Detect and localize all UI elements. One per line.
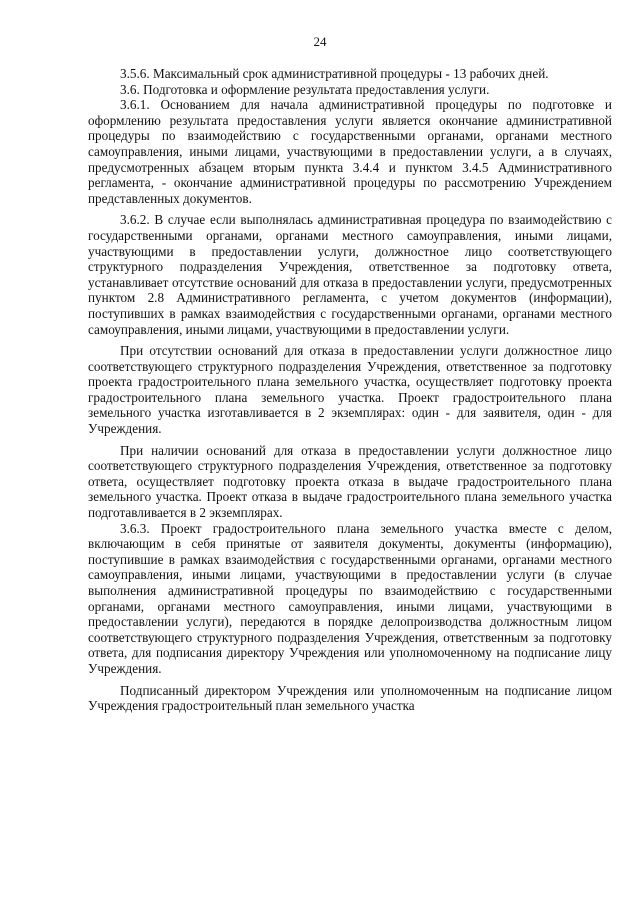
paragraph-grounds-for-refusal: При наличии оснований для отказа в предоставлении услуги должностное лицо соответствующего структурного подразделения Учреждения, ответственное за подготовку ответа, осуществляет подготовку проекта отказа в выдаче градостроительного плана земельного участка. Проект отказа в выдаче градостроительного плана земельного участка подготавливается в 2 экземплярах. — [88, 442, 612, 521]
paragraph-no-grounds: При отсутствии оснований для отказа в предоставлении услуги должностное лицо соответствующего структурного подразделения Учреждения, ответственное за подготовку проекта градостроительного плана земельного участка, осуществляет подготовку проекта градостроительного плана земельного участка. Проект градостроительного плана земельного участка изготавливается в 2 экземплярах: один - для заявителя, один - для Учреждения. — [88, 343, 612, 437]
paragraph-3-6-1: 3.6.1. Основанием для начала административной процедуры по подготовке и оформлению результата предоставления услуги является окончание административной процедуры по взаимодействию с государственными органами, органами местного самоуправления, иными лицами, участвующими в предоставлении услуги, а в случаях, предусмотренных абзацем вторым пункта 3.4.4 и пунктом 3.4.5 Административного регламента, - окончание административной процедуры по рассмотрению Учреждением представленных документов. — [88, 97, 612, 206]
paragraph-3-6-3: 3.6.3. Проект градостроительного плана земельного участка вместе с делом, включающим в себя принятые от заявителя документы, документы (информацию), поступившие в рамках взаимодействия с государственными органами, органами местного самоуправления, иными лицами, участвующими в предоставлении услуги (в случае выполнения административной процедуры по взаимодействию с государственными органами, органами местного самоуправления, иными лицами, участвующими в предоставлении услуги), передаются в порядке делопроизводства должностным лицом соответствующего структурного подразделения Учреждения, ответственным за подготовку ответа, для подписания директору Учреждения или уполномоченному на подписание лицу Учреждения. — [88, 520, 612, 676]
document-body — [88, 66, 612, 714]
paragraph-3-6-heading: 3.6. Подготовка и оформление результата предоставления услуги. — [120, 81, 490, 97]
paragraph-signed-plan: Подписанный директором Учреждения или уполномоченным на подписание лицом Учреждения градостроительный план земельного участка — [88, 682, 612, 714]
page-number: 24 — [313, 34, 327, 49]
paragraph-3-5-6: 3.5.6. Максимальный срок административной процедуры - 13 рабочих дней. — [120, 66, 549, 81]
paragraph-3-6-2: 3.6.2. В случае если выполнялась административная процедура по взаимодействию с государственными органами, органами местного самоуправления, иными лицами, участвующими в предоставлении услуги, должностное лицо соответствующего структурного подразделения Учреждения, ответственное за подготовку ответа, устанавливает отсутствие оснований для отказа в предоставлении услуги, предусмотренных пунктом 2.8 Административного регламента, с учетом документов (информации), поступивших в рамках взаимодействия с государственными органами, органами местного самоуправления, иными лицами, участвующими в предоставлении услуги. — [88, 212, 612, 337]
